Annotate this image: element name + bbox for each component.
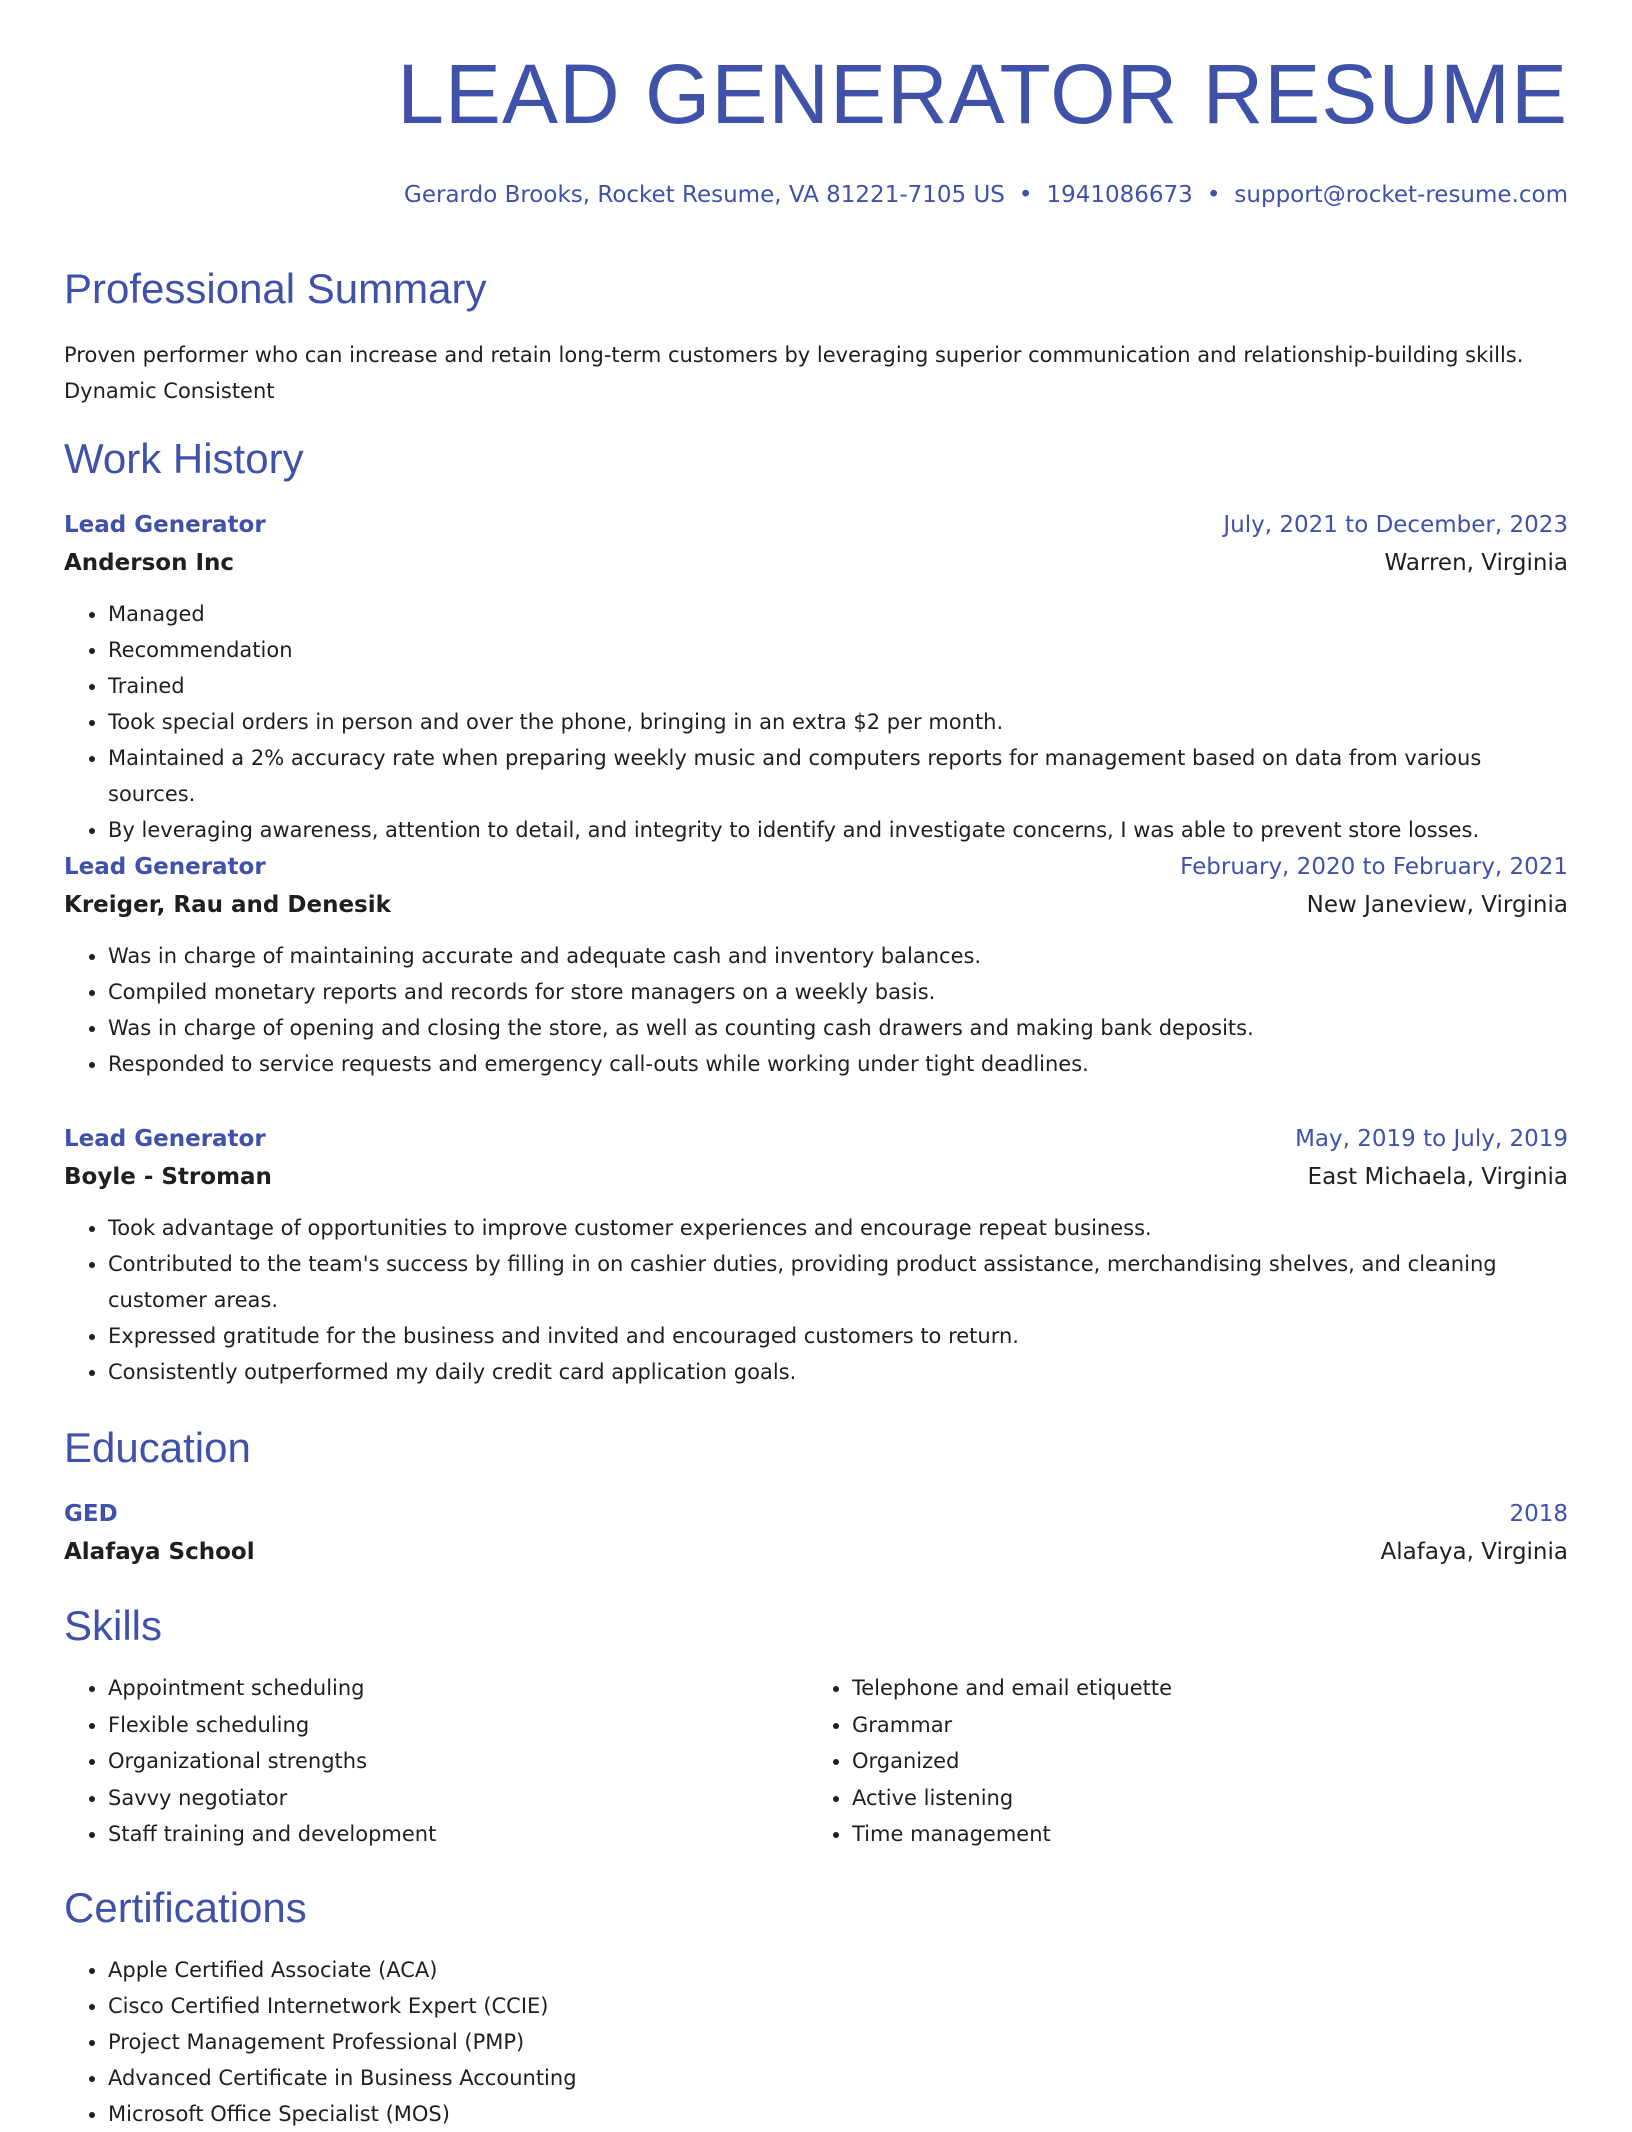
job-title: Lead Generator [64,854,266,880]
job-location: New Janeview, Virginia [1306,892,1568,918]
section-heading-work-history: Work History [64,435,304,482]
contact-separator: • [1206,182,1221,208]
job-title: Lead Generator [64,512,266,538]
list-item: • Contributed to the team's success by filling in on cashier duties, providing product assistance, merchandising shelves, and cleaning customer areas. [108,1246,1568,1318]
list-item: • Consistently outperformed my daily credit card application goals. [108,1354,1568,1390]
section-heading-skills: Skills [64,1602,163,1649]
certification-item: • Microsoft Office Specialist (MOS) [108,2096,577,2132]
section-heading-certifications: Certifications [64,1884,307,1931]
skill-item: • Staff training and development [108,1816,808,1853]
contact-email: support@rocket-resume.com [1234,182,1568,208]
contact-phone: 1941086673 [1046,182,1193,208]
list-item: • Trained [108,668,1568,704]
list-item: • Responded to service requests and emergency call-outs while working under tight deadlines. [108,1046,1568,1082]
contact-address: Gerardo Brooks, Rocket Resume, VA 81221-7105 US [404,182,1005,208]
job-entry [64,1120,1568,1390]
section-heading-education: Education [64,1424,251,1471]
job-entry [64,506,1568,848]
list-item: • Expressed gratitude for the business and invited and encouraged customers to return. [108,1318,1568,1354]
skill-item: • Flexible scheduling [108,1707,808,1744]
contact-separator: • [1018,182,1033,208]
list-item: • Was in charge of opening and closing the store, as well as counting cash drawers and making bank deposits. [108,1010,1568,1046]
certification-item: • Apple Certified Associate (ACA) [108,1952,577,1988]
resume-title: LEAD GENERATOR RESUME [397,47,1568,141]
skill-item: • Time management [852,1816,1552,1853]
list-item: • Compiled monetary reports and records for store managers on a weekly basis. [108,974,1568,1010]
list-item: • Took advantage of opportunities to improve customer experiences and encourage repeat business. [108,1210,1568,1246]
job-bullets [64,1210,1568,1390]
skills-list-right [808,1670,1552,1853]
job-bullets [64,596,1568,848]
company-name: Boyle - Stroman [64,1164,272,1190]
list-item: • Took special orders in person and over the phone, bringing in an extra $2 per month. [108,704,1568,740]
degree: GED [64,1501,118,1527]
job-dates: July, 2021 to December, 2023 [1223,512,1568,538]
list-item: • Maintained a 2% accuracy rate when preparing weekly music and computers reports for management based on data from various sources. [108,740,1568,812]
school-name: Alafaya School [64,1539,255,1565]
skill-item: • Active listening [852,1780,1552,1817]
education-entry [64,1495,1568,1571]
skills-columns [64,1670,1568,1853]
skills-list-left [64,1670,808,1853]
skill-item: • Organizational strengths [108,1743,808,1780]
job-bullets [64,938,1568,1082]
certifications-list [64,1952,577,2132]
job-location: Warren, Virginia [1384,550,1568,576]
company-name: Anderson Inc [64,550,235,576]
certification-item: • Advanced Certificate in Business Accounting [108,2060,577,2096]
list-item: • Was in charge of maintaining accurate and adequate cash and inventory balances. [108,938,1568,974]
contact-line [404,182,1568,208]
certification-item: • Cisco Certified Internetwork Expert (CCIE) [108,1988,577,2024]
job-dates: May, 2019 to July, 2019 [1295,1126,1568,1152]
list-item: • Recommendation [108,632,1568,668]
school-location: Alafaya, Virginia [1380,1539,1568,1565]
skill-item: • Telephone and email etiquette [852,1670,1552,1707]
skill-item: • Organized [852,1743,1552,1780]
skill-item: • Savvy negotiator [108,1780,808,1817]
summary-text: Proven performer who can increase and retain long-term customers by leveraging superior communication and relationship-building skills. Dynamic Consistent [64,343,1524,403]
list-item: • Managed [108,596,1568,632]
job-location: East Michaela, Virginia [1307,1164,1568,1190]
company-name: Kreiger, Rau and Denesik [64,892,391,918]
certification-item: • Project Management Professional (PMP) [108,2024,577,2060]
job-title: Lead Generator [64,1126,266,1152]
job-entry [64,848,1568,1082]
skill-item: • Grammar [852,1707,1552,1744]
job-dates: February, 2020 to February, 2021 [1180,854,1568,880]
list-item: • By leveraging awareness, attention to detail, and integrity to identify and investigate concerns, I was able to prevent store losses. [108,812,1568,848]
graduation-year: 2018 [1509,1501,1568,1527]
skill-item: • Appointment scheduling [108,1670,808,1707]
section-heading-summary: Professional Summary [64,265,487,312]
